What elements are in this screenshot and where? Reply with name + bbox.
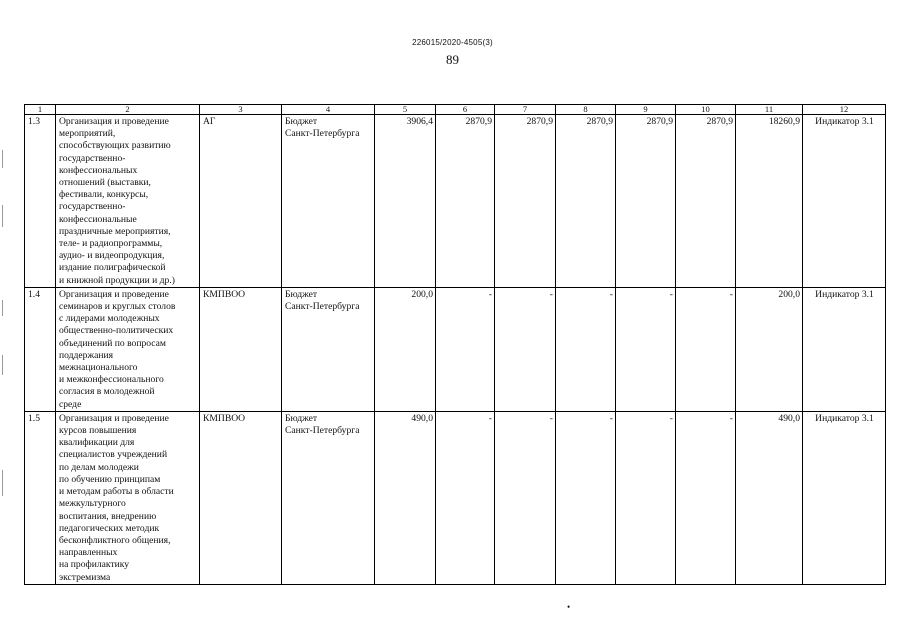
column-header-9: 9 (616, 105, 676, 115)
amount-cell: 2870,9 (676, 115, 736, 288)
description-line: Организация и проведение (59, 288, 169, 300)
amount-cell: - (676, 287, 736, 411)
amount-cell: - (495, 287, 556, 411)
column-header-10: 10 (676, 105, 736, 115)
executor: КМПВОО (200, 411, 282, 584)
description-line: теле- и радиопрограммы, (59, 238, 163, 250)
amount-cell: 490,0 (375, 411, 436, 584)
description-line: семинаров и круглых столов (59, 301, 176, 313)
amount-cell: - (495, 411, 556, 584)
description-line: способствующих развитию (59, 140, 171, 152)
amount-cell: 2870,9 (556, 115, 616, 288)
description-line: по обучению принципам (59, 473, 161, 485)
program-table (24, 104, 886, 585)
description-line: на профилактику (59, 559, 130, 571)
description-line: квалификации для (59, 437, 135, 449)
executor: АГ (200, 115, 282, 288)
amount-cell: 200,0 (375, 287, 436, 411)
amount-cell: - (556, 411, 616, 584)
table-row (25, 115, 886, 288)
description-line: бесконфликтного общения, (59, 534, 171, 546)
description-line: отношений (выставки, (59, 177, 151, 189)
description-line: праздничные мероприятия, (59, 225, 171, 237)
funding-line: Бюджет (285, 412, 318, 424)
description-line: поддержания (59, 349, 114, 361)
description-line: мероприятий, (59, 128, 116, 140)
indicator: Индикатор 3.1 (803, 287, 886, 411)
indicator: Индикатор 3.1 (803, 411, 886, 584)
funding-line: Бюджет (285, 116, 318, 127)
column-header-11: 11 (736, 105, 803, 115)
column-header-2: 2 (56, 105, 200, 115)
funding-line: Бюджет (285, 288, 318, 300)
document-id: 226015/2020-4505(3) (412, 38, 493, 47)
amount-cell: 200,0 (736, 287, 803, 411)
description-line: государственно- (59, 201, 126, 213)
scan-artifact (2, 150, 3, 168)
amount-cell: - (436, 411, 495, 584)
amount-cell: 2870,9 (495, 115, 556, 288)
page-mark: • (567, 602, 571, 612)
funding-source (282, 287, 375, 411)
amount-cell: - (616, 411, 676, 584)
indicator: Индикатор 3.1 (803, 115, 886, 288)
description-line: и межконфессионального (59, 374, 164, 386)
description-line: направленных (59, 547, 118, 559)
description-line: среде (59, 398, 82, 410)
header-row (25, 105, 886, 115)
funding-source (282, 115, 375, 288)
executor: КМПВОО (200, 287, 282, 411)
column-header-1: 1 (25, 105, 56, 115)
event-description (56, 411, 200, 584)
row-number: 1.3 (25, 115, 56, 288)
row-number: 1.5 (25, 411, 56, 584)
amount-cell: 18260,9 (736, 115, 803, 288)
description-line: экстремизма (59, 571, 111, 583)
table-row (25, 287, 886, 411)
description-line: с лидерами молодежных (59, 313, 160, 325)
description-line: межкультурного (59, 498, 126, 510)
description-line: фестивали, конкурсы, (59, 189, 149, 201)
description-line: по делам молодежи (59, 461, 139, 473)
row-number: 1.4 (25, 287, 56, 411)
column-header-4: 4 (282, 105, 375, 115)
description-line: государственно- (59, 152, 126, 164)
amount-cell: - (436, 287, 495, 411)
page-number: 89 (446, 52, 459, 67)
description-line: согласия в молодежной (59, 386, 155, 398)
amount-cell: 2870,9 (436, 115, 495, 288)
column-header-5: 5 (375, 105, 436, 115)
column-header-3: 3 (200, 105, 282, 115)
description-line: педагогических методик (59, 522, 160, 534)
description-line: аудио- и видеопродукция, (59, 250, 165, 262)
column-header-8: 8 (556, 105, 616, 115)
column-header-6: 6 (436, 105, 495, 115)
description-line: конфессиональных (59, 164, 138, 176)
amount-cell: 3906,4 (375, 115, 436, 288)
table-row (25, 411, 886, 584)
event-description (56, 115, 200, 288)
amount-cell: - (556, 287, 616, 411)
amount-cell: 2870,9 (616, 115, 676, 288)
column-header-7: 7 (495, 105, 556, 115)
description-line: общественно-политических (59, 325, 174, 337)
description-line: курсов повышения (59, 425, 137, 437)
description-line: специалистов учреждений (59, 449, 168, 461)
table-body (25, 115, 886, 585)
description-line: межнационального (59, 362, 138, 374)
amount-cell: 490,0 (736, 411, 803, 584)
scan-artifact (2, 355, 3, 375)
description-line: объединений по вопросам (59, 337, 167, 349)
scan-artifact (2, 300, 3, 316)
funding-line: Санкт-Петербурга (285, 128, 360, 140)
description-line: воспитания, внедрению (59, 510, 157, 522)
description-line: Организация и проведение (59, 412, 169, 424)
event-description (56, 287, 200, 411)
amount-cell: - (616, 287, 676, 411)
description-line: Организация и проведение (59, 116, 169, 127)
column-header-12: 12 (803, 105, 886, 115)
funding-line: Санкт-Петербурга (285, 425, 360, 437)
description-line: конфессиональные (59, 213, 137, 225)
scan-artifact (2, 205, 3, 227)
description-line: издание полиграфической (59, 262, 166, 274)
scan-artifact (2, 470, 3, 496)
description-line: и методам работы в области (59, 486, 174, 498)
funding-line: Санкт-Петербурга (285, 301, 360, 313)
amount-cell: - (676, 411, 736, 584)
description-line: и книжной продукции и др.) (59, 274, 175, 286)
funding-source (282, 411, 375, 584)
